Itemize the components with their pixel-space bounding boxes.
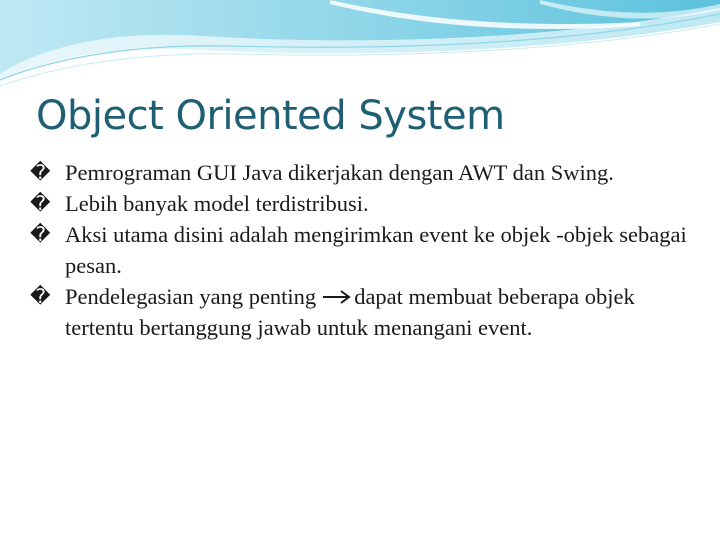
bullet-text: Lebih banyak model terdistribusi. <box>65 191 369 216</box>
list-item <box>30 188 700 219</box>
list-item <box>30 219 700 281</box>
bullet-text: Aksi utama disini adalah mengirimkan event ke objek -objek sebagai pesan. <box>65 222 687 278</box>
list-item <box>30 157 700 188</box>
bullet-glyph: � <box>30 160 51 184</box>
bullet-glyph: � <box>30 191 51 215</box>
bullet-glyph: � <box>30 222 51 246</box>
bullet-text: Pemrograman GUI Java dikerjakan dengan AWT dan Swing. <box>65 160 614 185</box>
bullet-text-before-arrow: Pendelegasian yang penting <box>65 284 317 309</box>
bullet-text-after-arrow: dapat membuat beberapa objek tertentu bertanggung jawab untuk menangani event. <box>65 284 635 340</box>
slide-title: Object Oriented System <box>36 93 505 139</box>
list-item <box>30 281 700 343</box>
bullet-list <box>30 157 700 343</box>
arrow-right-icon <box>322 289 352 305</box>
header-wave-decoration <box>0 0 720 90</box>
bullet-glyph: � <box>30 284 51 308</box>
